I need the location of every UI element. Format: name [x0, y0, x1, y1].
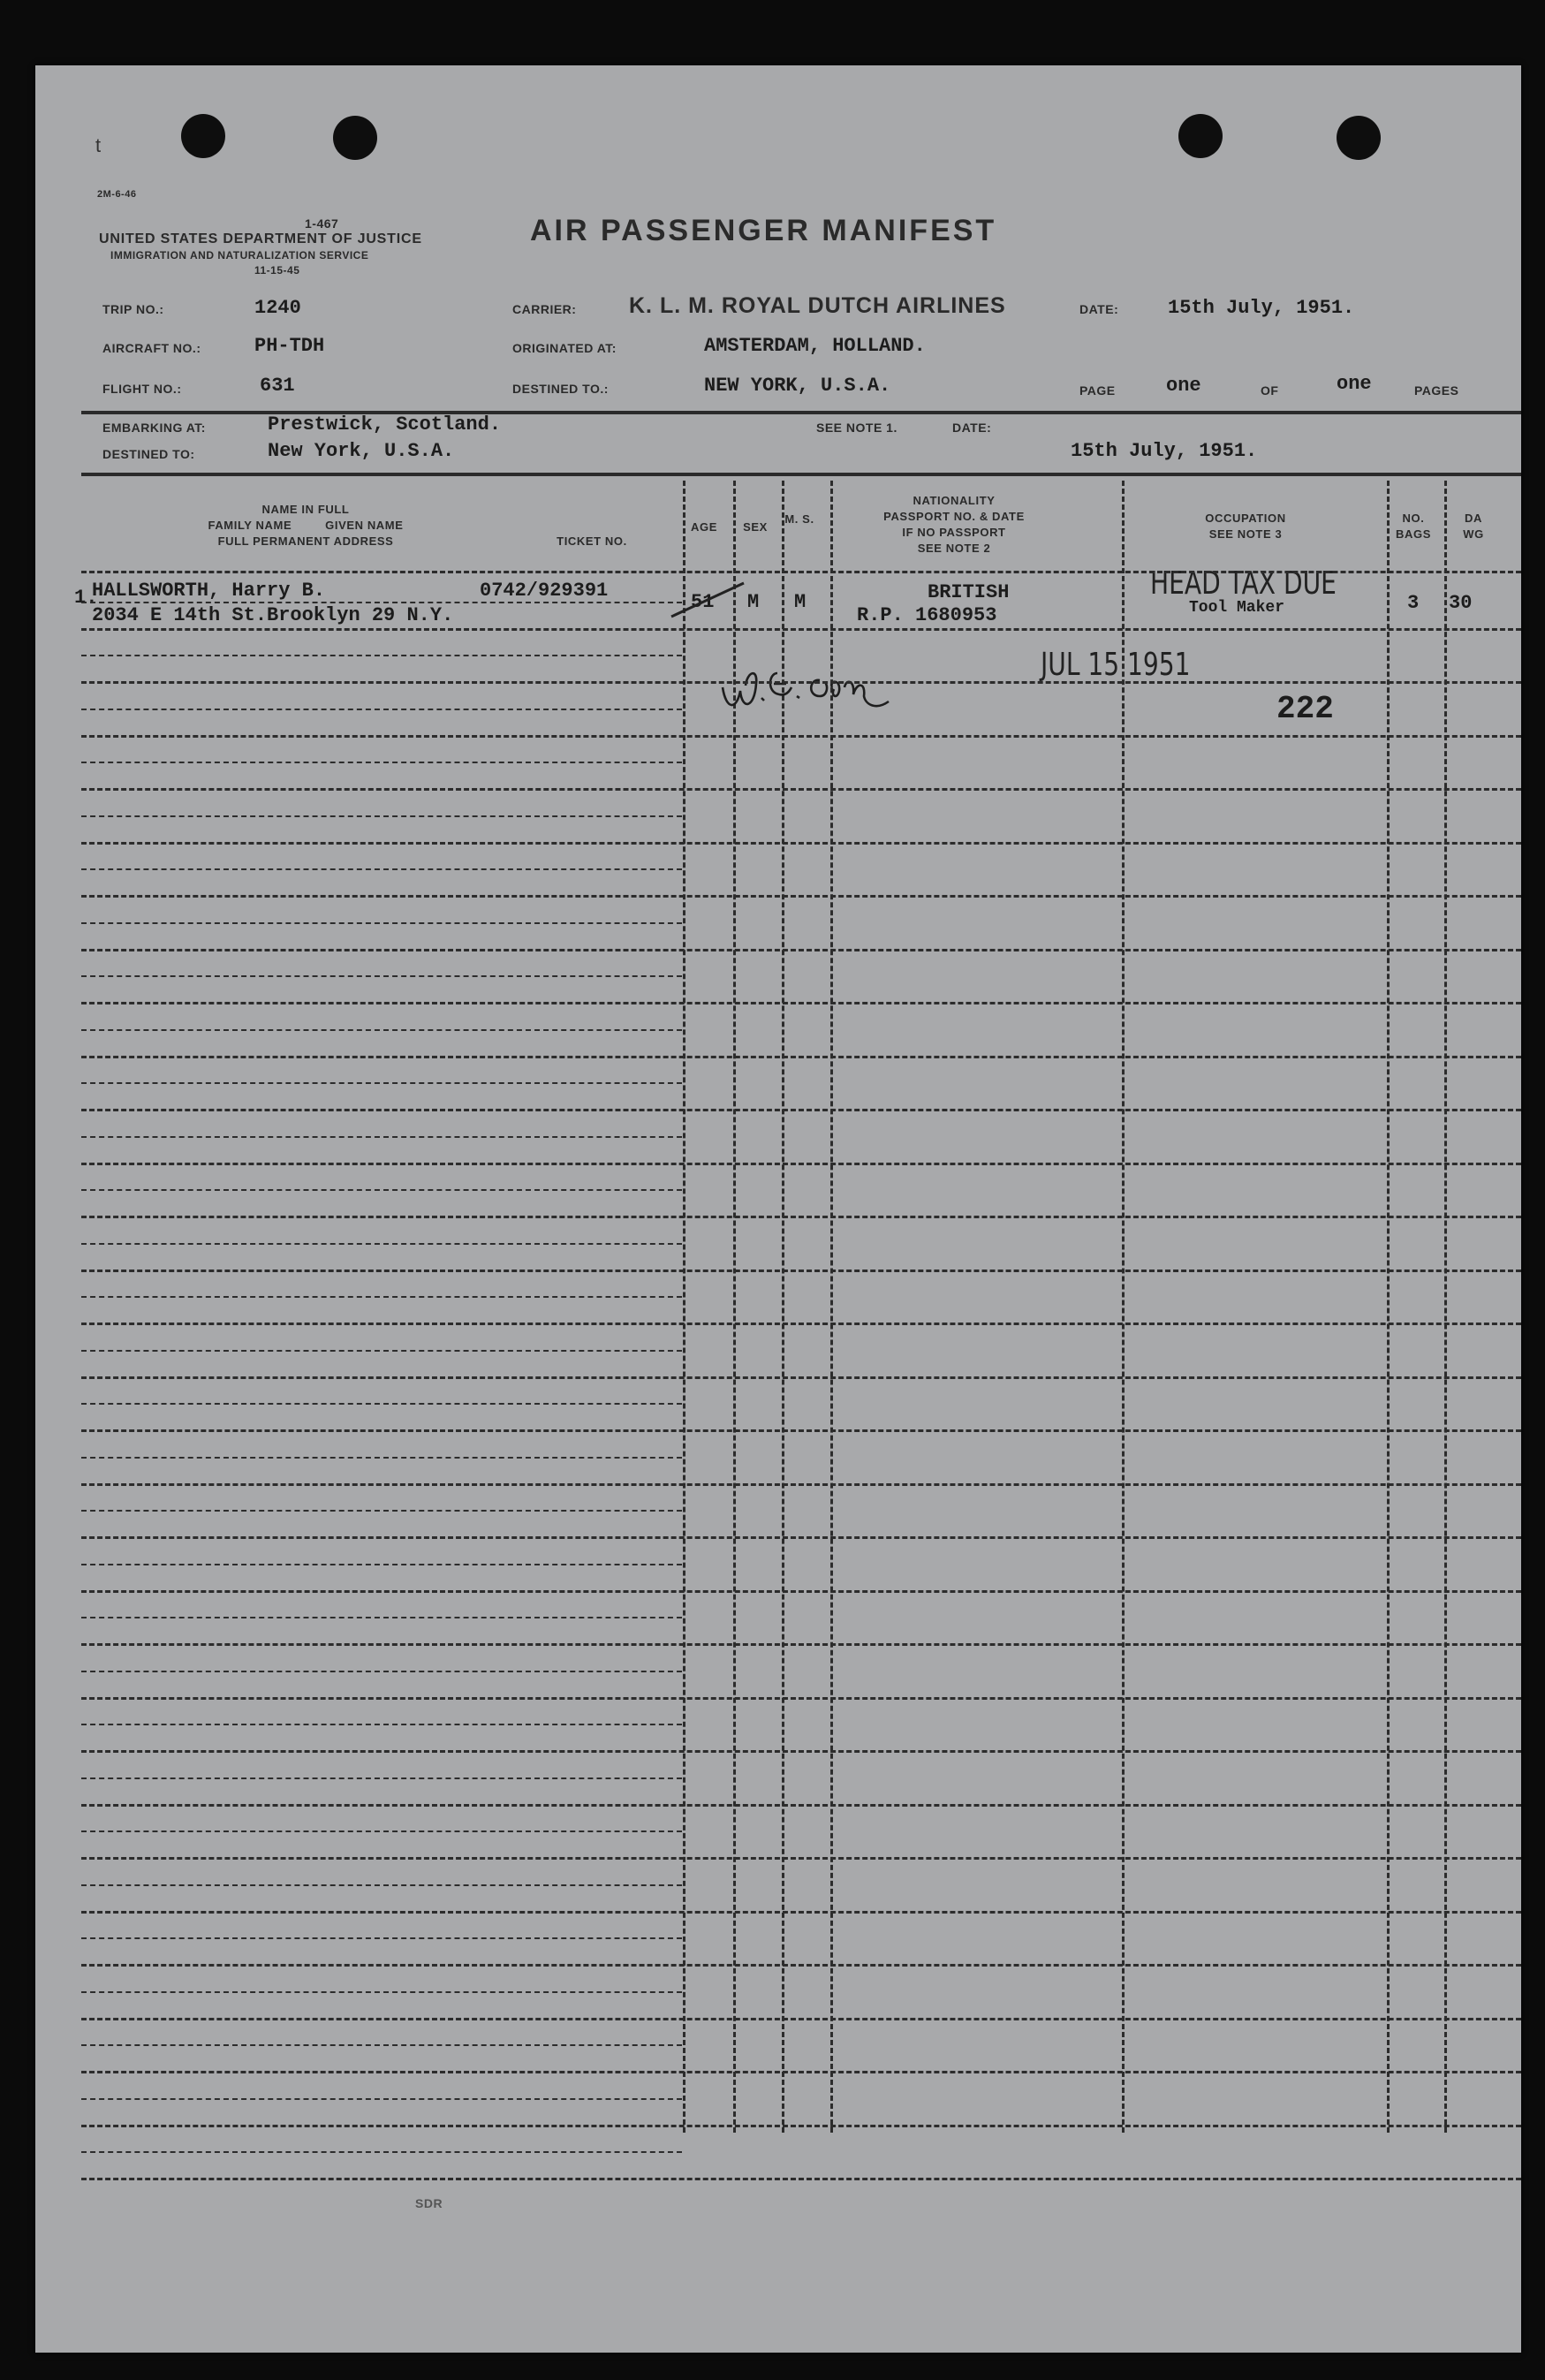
- table-row-rule: [81, 1697, 1521, 1700]
- embarking-at-label: EMBARKING AT:: [102, 421, 206, 435]
- agency-line-2: IMMIGRATION AND NATURALIZATION SERVICE: [110, 249, 369, 261]
- table-row-midrule: [81, 655, 682, 656]
- corner-tick: t: [95, 134, 102, 156]
- table-row-rule: [81, 1911, 1521, 1914]
- table-row-midrule: [81, 1671, 682, 1672]
- col-header-age: AGE: [691, 520, 717, 534]
- table-row-midrule: [81, 1724, 682, 1725]
- passenger-bags: 3: [1407, 592, 1420, 614]
- date2-label: DATE:: [952, 421, 992, 435]
- passenger-ticket: 0742/929391: [480, 580, 609, 602]
- table-row-rule: [81, 1590, 1521, 1593]
- table-row-rule: [81, 1964, 1521, 1967]
- passenger-occupation: Tool Maker: [1189, 599, 1285, 617]
- column-header-rule: [81, 571, 1521, 573]
- passenger-address: 2034 E 14th St.Brooklyn 29 N.Y.: [92, 604, 454, 626]
- table-row-rule: [81, 1216, 1521, 1218]
- table-row-rule: [81, 1323, 1521, 1325]
- table-row-midrule: [81, 1991, 682, 1993]
- table-row-rule: [81, 1750, 1521, 1753]
- table-row-rule: [81, 1429, 1521, 1432]
- table-row-rule: [81, 2125, 1521, 2127]
- table-row-midrule: [81, 1777, 682, 1779]
- aircraft-no-label: AIRCRAFT NO.:: [102, 341, 201, 355]
- trip-no-label: TRIP NO.:: [102, 302, 164, 316]
- table-row-rule: [81, 1376, 1521, 1379]
- destined-to-label: DESTINED TO.:: [512, 382, 609, 396]
- passenger-sex: M: [747, 591, 760, 613]
- col-header-ticket: TICKET NO.: [557, 534, 627, 548]
- table-row-rule: [81, 2071, 1521, 2073]
- table-row-rule: [81, 628, 1521, 631]
- table-row-midrule: [81, 1243, 682, 1245]
- column-rule: [1122, 481, 1125, 2133]
- table-row-rule: [81, 1270, 1521, 1272]
- table-row-midrule: [81, 1617, 682, 1618]
- passenger-passport: R.P. 1680953: [857, 604, 997, 626]
- passenger-nationality: BRITISH: [928, 581, 1010, 603]
- date-value: 15th July, 1951.: [1168, 297, 1355, 319]
- flight-no-value: 631: [260, 375, 295, 397]
- punch-hole: [333, 116, 377, 160]
- date-label: DATE:: [1079, 302, 1119, 316]
- flight-no-label: FLIGHT NO.:: [102, 382, 182, 396]
- pages-label: PAGES: [1414, 383, 1459, 398]
- passenger-marital-status: M: [794, 591, 807, 613]
- table-row-rule: [81, 1109, 1521, 1111]
- table-row-midrule: [81, 815, 682, 817]
- table-row-rule: [81, 1056, 1521, 1058]
- table-row-rule: [81, 1857, 1521, 1860]
- table-row-rule: [81, 895, 1521, 898]
- table-row-rule: [81, 1804, 1521, 1807]
- col-header-name: NAME IN FULL FAMILY NAME GIVEN NAME FULL PERMANENT ADDRESS: [208, 503, 404, 548]
- age-strike-mark: [668, 578, 747, 622]
- table-row-midrule: [81, 922, 682, 924]
- destined-to2-label: DESTINED TO:: [102, 447, 195, 461]
- corner-mark: 2M-6-46: [97, 189, 137, 200]
- table-row-midrule: [81, 1510, 682, 1512]
- carrier-label: CARRIER:: [512, 302, 577, 316]
- carrier-value: K. L. M. ROYAL DUTCH AIRLINES: [629, 293, 1006, 318]
- of-label: OF: [1261, 383, 1279, 398]
- date-stamp: JUL 15 1951: [1041, 647, 1191, 683]
- column-rule: [1387, 481, 1390, 2133]
- table-row-rule: [81, 1163, 1521, 1165]
- aircraft-no-value: PH-TDH: [254, 335, 325, 357]
- table-row-midrule: [81, 1136, 682, 1138]
- column-rule: [733, 481, 736, 2133]
- table-row-midrule: [81, 1189, 682, 1191]
- col-header-occupation: OCCUPATION SEE NOTE 3: [1205, 512, 1286, 541]
- punch-hole: [1337, 116, 1381, 160]
- form-date: 11-15-45: [254, 264, 300, 277]
- column-rule: [830, 481, 833, 2133]
- passenger-age: 51: [691, 591, 715, 613]
- table-row-midrule: [81, 709, 682, 710]
- passenger-weight: 30: [1449, 592, 1473, 614]
- table-row-midrule: [81, 1082, 682, 1084]
- table-row-midrule: [81, 1564, 682, 1565]
- see-note-1-label: SEE NOTE 1.: [816, 421, 897, 435]
- table-row-midrule: [81, 602, 682, 603]
- table-row-rule: [81, 1643, 1521, 1646]
- table-row-rule: [81, 1536, 1521, 1539]
- table-row-midrule: [81, 975, 682, 977]
- col-header-nationality: NATIONALITY PASSPORT NO. & DATE IF NO PASSPORT SEE NOTE 2: [883, 494, 1025, 555]
- document-title: AIR PASSENGER MANIFEST: [530, 214, 997, 247]
- table-row-midrule: [81, 762, 682, 763]
- form-code: 1-467: [305, 216, 339, 231]
- table-row-midrule: [81, 1937, 682, 1939]
- col-header-sex: SEX: [743, 520, 768, 534]
- table-row-midrule: [81, 1029, 682, 1031]
- of-value: one: [1337, 373, 1372, 395]
- table-row-midrule: [81, 1457, 682, 1459]
- table-row-rule: [81, 681, 1521, 684]
- embarking-at-value: Prestwick, Scotland.: [268, 413, 502, 436]
- column-rule: [683, 481, 685, 2133]
- table-row-rule: [81, 735, 1521, 738]
- originated-at-value: AMSTERDAM, HOLLAND.: [704, 335, 926, 357]
- table-row-rule: [81, 842, 1521, 845]
- table-top-rule: [81, 473, 1521, 476]
- table-row-rule: [81, 1002, 1521, 1004]
- col-header-weight: DA WG: [1463, 512, 1484, 541]
- table-row-rule: [81, 949, 1521, 951]
- page-value: one: [1166, 375, 1201, 397]
- col-header-bags: NO. BAGS: [1396, 512, 1431, 541]
- column-rule: [782, 481, 784, 2133]
- column-rule: [1444, 481, 1447, 2133]
- footer-mark: SDR: [415, 2196, 443, 2210]
- table-row-rule: [81, 2018, 1521, 2020]
- table-row-midrule: [81, 868, 682, 870]
- registry-number: 222: [1276, 691, 1334, 727]
- table-row-midrule: [81, 2044, 682, 2046]
- agency-line-1: UNITED STATES DEPARTMENT OF JUSTICE: [99, 231, 422, 246]
- table-row-rule: [81, 788, 1521, 791]
- passenger-name: HALLSWORTH, Harry B.: [92, 580, 326, 602]
- table-row-rule: [81, 1483, 1521, 1486]
- table-row-midrule: [81, 1884, 682, 1886]
- table-row-rule: [81, 2178, 1521, 2180]
- table-row-midrule: [81, 2098, 682, 2100]
- col-header-ms: M. S.: [784, 512, 814, 526]
- inspector-signature: [716, 656, 892, 717]
- page-label: PAGE: [1079, 383, 1116, 398]
- table-row-midrule: [81, 2151, 682, 2153]
- destined-to-value: NEW YORK, U.S.A.: [704, 375, 891, 397]
- table-row-midrule: [81, 1350, 682, 1352]
- trip-no-value: 1240: [254, 297, 301, 319]
- date2-value: 15th July, 1951.: [1071, 440, 1258, 462]
- destined-to2-value: New York, U.S.A.: [268, 440, 455, 462]
- originated-at-label: ORIGINATED AT:: [512, 341, 617, 355]
- manifest-sheet: [35, 65, 1521, 2353]
- head-tax-stamp: HEAD TAX DUE: [1150, 565, 1337, 602]
- punch-hole: [1178, 114, 1223, 158]
- table-row-midrule: [81, 1403, 682, 1405]
- table-row-midrule: [81, 1830, 682, 1832]
- punch-hole: [181, 114, 225, 158]
- table-row-midrule: [81, 1296, 682, 1298]
- passenger-number: 1.: [74, 587, 98, 609]
